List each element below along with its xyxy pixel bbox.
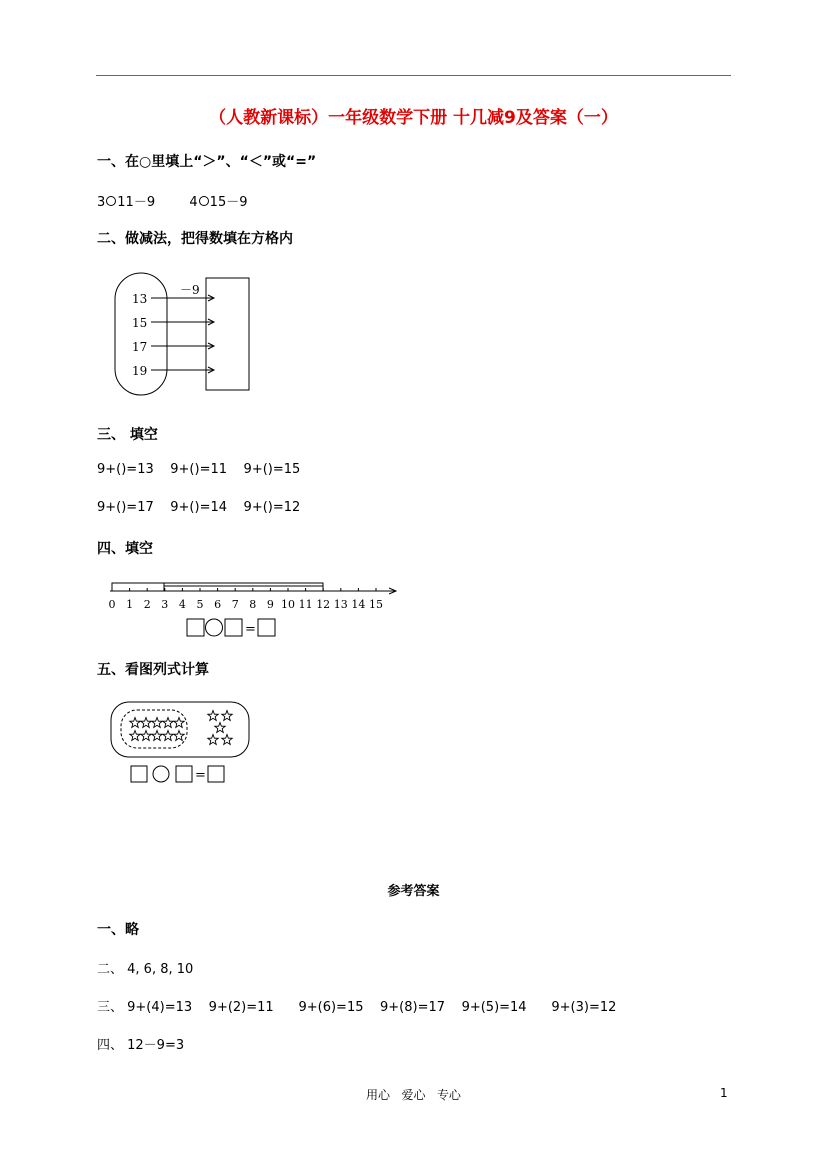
answer-4: 四、 12－9=3 [97,1038,185,1053]
axis-tick-label: 0 [108,598,116,611]
q1-item-2: 4 15－9 [189,195,248,210]
q1-item-1: 3 11－9 [97,195,156,210]
q3-row-2: 9+()=17 9+()=14 9+()=12 [97,500,301,515]
star-icon [215,723,225,733]
q1-items [97,191,248,210]
axis-tick-label: 6 [214,598,222,611]
q5-answer-shapes [131,766,224,783]
answer-square-2 [176,766,192,782]
axis-tick-label: 8 [249,598,257,611]
answer-box [206,278,249,390]
star-icon [222,735,232,745]
q3-heading: 三、 填空 [97,427,158,443]
star-icon [152,718,162,728]
number-13: 13 [132,292,148,306]
star-icon [208,735,218,745]
axis-tick-labels [109,598,384,611]
star-icon [222,711,232,721]
axis-tick-label: 3 [161,598,169,611]
axis-tick-label: 11 [298,598,313,611]
axis-tick-label: 5 [196,598,204,611]
q4-heading: 四、填空 [97,541,153,557]
answer-1: 一、略 [97,922,139,938]
q3-row-1: 9+()=13 9+()=11 9+()=15 [97,462,301,477]
footer-motto: 用心 爱心 专心 [366,1088,461,1102]
answer-2: 二、 4, 6, 8, 10 [97,962,194,977]
page-number: 1 [720,1086,728,1100]
star-icon [130,731,140,741]
star-icon [174,731,184,741]
axis-tick-label: 12 [316,598,331,611]
answer-square-1 [187,619,204,636]
star-icon [141,718,151,728]
star-icon [152,731,162,741]
number-line [105,578,405,640]
star-icon [163,731,173,741]
answer-square-3 [208,766,224,782]
q4-answer-shapes [187,619,275,637]
answer-square-2 [225,619,242,636]
answers-heading: 参考答案 [387,884,440,899]
answer-square-1 [131,766,147,782]
star-icon [174,718,184,728]
q2-heading: 二、做减法，把得数填在方格内 [97,231,293,247]
answer-circle [153,766,169,782]
header-rule [96,75,731,76]
axis-tick-label: 14 [351,598,366,611]
answer-square-3 [258,619,275,636]
number-15: 15 [132,316,148,330]
star-icon [130,718,140,728]
number-19: 19 [132,364,148,378]
page-title: （人教新课标）一年级数学下册 十几减9及答案（一） [209,108,618,128]
axis-tick-label: 9 [266,598,274,611]
axis-tick-label: 13 [333,598,348,611]
star-group [130,711,232,745]
equals-sign: = [195,768,206,783]
axis-tick-label: 4 [178,598,186,611]
axis-tick-label: 1 [126,598,134,611]
axis-tick-label: 15 [369,598,383,611]
axis-tick-label: 10 [281,598,295,611]
answer-circle [206,619,223,636]
stars-capsule [111,702,249,757]
equals-sign: = [245,622,256,637]
subtraction-diagram [105,265,265,400]
answer-3: 三、 9+(4)=13 9+(2)=11 9+(6)=15 9+(8)=17 9+(5)=14 9+(3)=12 [97,1000,617,1015]
number-17: 17 [132,340,148,354]
minus-nine-label: －9 [180,283,200,297]
compare-circle-icon [106,196,116,206]
dashed-group [121,710,187,748]
axis-tick-label: 2 [143,598,151,611]
star-icon [163,718,173,728]
star-icon [208,711,218,721]
arrows [151,295,214,373]
axis-tick-label: 7 [231,598,239,611]
stars-diagram [105,698,265,790]
star-icon [141,731,151,741]
q1-heading: 一、在○里填上“＞”、“＜”或“=” [97,154,317,170]
compare-circle-icon [199,196,209,206]
q5-heading: 五、看图列式计算 [97,662,209,678]
